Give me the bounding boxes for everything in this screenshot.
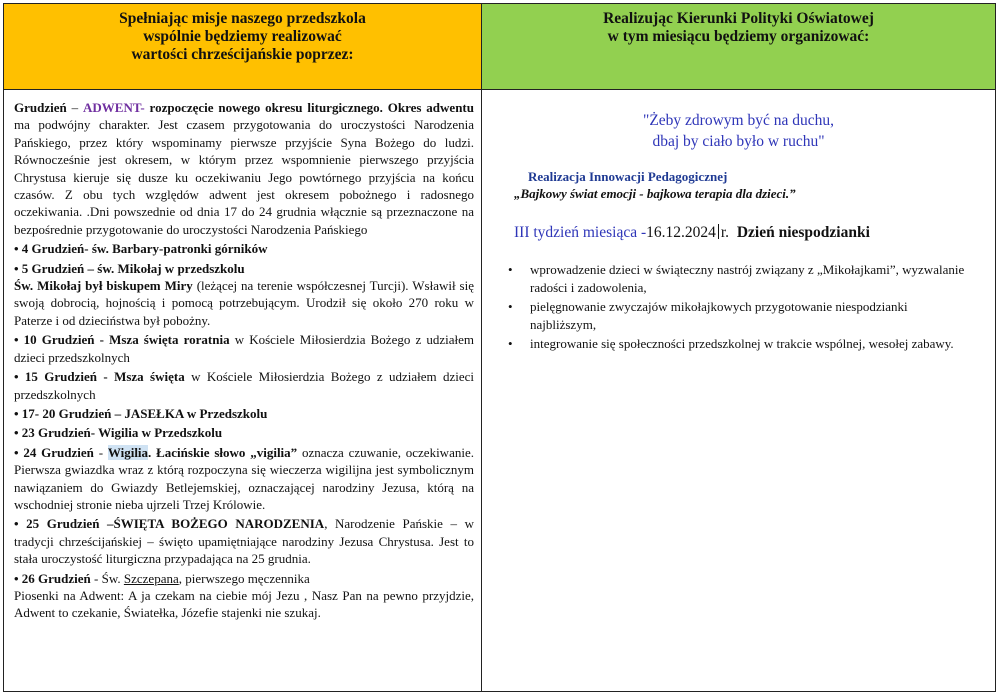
wigilia-highlight: Wigilia xyxy=(107,444,149,460)
week-title: Dzień niespodzianki xyxy=(736,224,870,241)
motto: "Żeby zdrowym być na duchu, dbaj by ciało było w ruchu" xyxy=(643,112,834,150)
innovation-title: Realizacja Innowacji Pedagogicznej xyxy=(528,169,728,184)
item-jaselka: • 17- 20 Grudzień – JASEŁKA w Przedszkolu xyxy=(14,405,268,421)
left-column xyxy=(4,90,482,691)
item-wigilia-24: • 24 Grudzień - Wigilia. Łacińskie słowo „vigilia” oznacza czuwanie, oczekiwanie. Pierwsza gwiazdka wraz z którą rozpoczyna się wieczerza wigilijna jest symbolicznym nawiązaniem do Gwiazdy Betlejemskiej, oznaczającej narodziny Jezusa, którą na wschodniej stronie nieba ujrzeli Trzej Królowie. xyxy=(14,444,474,512)
advent-intro: Grudzień – ADWENT- rozpoczęcie nowego okresu liturgicznego. Okres adwentu ma podwójny charakter. Jest czasem przygotowania do uroczystości Narodzenia Pańskiego, przez który wspominamy pierwsze przyjście Syna Bożego do ludzi. Równocześnie jest okresem, w którym przez wspomnienie pierwszego przyjścia Chrystusa kieruje się dusze ku oczekiwaniu Jego powtórnego przyjścia na końcu czasów. Z obu tych względów adwent jest okresem pobożnego i radosnego oczekiwania. .Dni powszednie od dnia 17 do 24 grudnia włącznie są przeznaczone na bezpośrednie przygotowanie do uroczystości Narodzenia Pańskiego xyxy=(14,100,474,237)
header-right-cell xyxy=(482,4,995,90)
item-barbara: • 4 Grudzień- św. Barbary-patronki górników xyxy=(14,241,268,257)
item-mikolaj-text: Św. Mikołaj był biskupem Miry (leżącej na terenie współczesnej Turcji). Wsławił się swoją dobrocią, hojnością i pomocą potrzebującym. Urodził się około 270 roku w Paterze i od dzieciństwa był pobożny. xyxy=(14,278,474,328)
list-item: • wprowadzenie dzieci w świąteczny nastrój związany z „Mikołajkami”, wyzwalanie radości i zadowolenia, xyxy=(508,262,965,295)
szczepan-name: Szczepana xyxy=(123,570,179,586)
advent-label: ADWENT- xyxy=(83,100,145,115)
plan-table xyxy=(3,3,996,692)
header-right-title: Realizując Kierunki Polityki Oświatowej w tym miesiącu będziemy organizować: xyxy=(603,10,874,45)
bullet-icon: • xyxy=(508,299,513,314)
bullet-icon: • xyxy=(508,336,513,351)
bullet-icon: • xyxy=(508,262,513,277)
item-mikolaj-head: • 5 Grudzień – św. Mikołaj w przedszkolu xyxy=(14,260,245,276)
header-left-title: Spełniając misje naszego przedszkola wspólnie będziemy realizować wartości chrześcijańskie poprzez: xyxy=(119,10,366,63)
header-left-cell xyxy=(4,4,482,90)
item-roratnia: • 10 Grudzień - Msza święta roratnia w Kościele Miłosierdzia Bożego z udziałem dzieci przedszkolnych xyxy=(14,332,475,365)
text-cursor xyxy=(718,224,719,239)
item-boze-narodzenie: • 25 Grudzień –ŚWIĘTA BOŻEGO NARODZENIA, Narodzenie Pańskie – w tradycji chrześcijańskiej – święto upamiętniające narodziny Jezusa Chrystusa. Jest to stała uroczystość liturgiczna przypadająca na 25 grudnia. xyxy=(14,516,474,567)
item-wigilia: • 23 Grudzień- Wigilia w Przedszkolu xyxy=(14,425,223,441)
list-item: • integrowanie się społeczności przedszkolnej w trakcie wspólnej, wesołej zabawy. xyxy=(508,336,954,351)
left-content xyxy=(14,99,474,622)
goals-list xyxy=(506,261,976,355)
advent-songs: Piosenki na Adwent: A ja czekam na ciebie mój Jezu , Nasz Pan na pewno przyjdzie, Adwent to czekanie, Światełka, Józefie stajenki nie szukaj. xyxy=(14,587,474,621)
list-item: • pielęgnowanie zwyczajów mikołajkowych przygotowanie niespodzianki najbliższym, xyxy=(508,299,908,332)
item-szczepan: • 26 Grudzień - Św. Szczepana, pierwszego męczennika xyxy=(14,570,310,586)
innovation-subtitle: „Bajkowy świat emocji - bajkowa terapia dla dzieci.” xyxy=(514,186,796,201)
week-line: III tydzień miesiąca -16.12.2024 r. Dzień niespodzianki xyxy=(514,224,870,241)
item-msza: • 15 Grudzień - Msza święta w Kościele Miłosierdzia Bożego z udziałem dzieci przedszkolnych xyxy=(14,369,474,402)
right-column xyxy=(482,90,995,691)
